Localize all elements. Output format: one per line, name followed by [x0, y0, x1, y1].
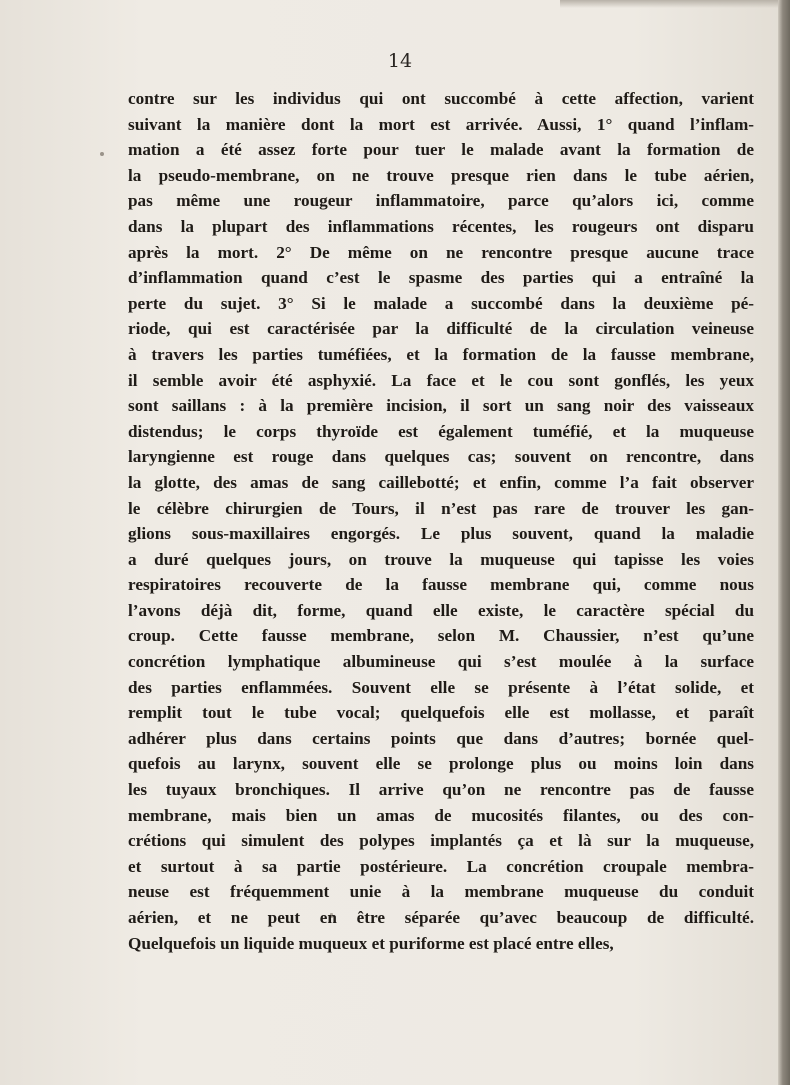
text-line: quefois au larynx, souvent elle se prolonge plus ou moins loin dans — [128, 754, 754, 774]
text-line: les tuyaux bronchiques. Il arrive qu’on ne rencontre pas de fausse — [128, 780, 754, 800]
text-line: après la mort. 2° De même on ne rencontre presque aucune trace — [128, 242, 754, 262]
text-line: a duré quelques jours, on trouve la muqueuse qui tapisse les voies — [128, 549, 754, 569]
text-line: perte du sujet. 3° Si le malade a succombé dans la deuxième pé- — [128, 293, 754, 313]
text-line: adhérer plus dans certains points que dans d’autres; bornée quel- — [128, 728, 754, 748]
page-top-shadow — [560, 0, 790, 8]
text-line: remplit tout le tube vocal; quelquefois elle est mollasse, et paraît — [128, 703, 754, 723]
text-line: la pseudo-membrane, on ne trouve presque rien dans le tube aérien, — [128, 165, 754, 185]
text-line: la glotte, des amas de sang caillebotté; et enfin, comme l’a fait observer — [128, 472, 754, 492]
text-line: et surtout à sa partie postérieure. La concrétion croupale membra- — [128, 856, 754, 876]
text-line: respiratoires recouverte de la fausse membrane qui, comme nous — [128, 575, 754, 595]
text-line: il semble avoir été asphyxié. La face et le cou sont gonflés, les yeux — [128, 370, 754, 390]
text-line: croup. Cette fausse membrane, selon M. Chaussier, n’est qu’une — [128, 626, 754, 646]
text-line: neuse est fréquemment unie à la membrane muqueuse du conduit — [128, 882, 754, 902]
text-line: aérien, et ne peut en être séparée qu’avec beaucoup de difficulté. — [128, 908, 754, 927]
page-binding-edge — [778, 0, 790, 1085]
text-line: laryngienne est rouge dans quelques cas; souvent on rencontre, dans — [128, 447, 754, 467]
text-line: suivant la manière dont la mort est arrivée. Aussi, 1° quand l’inflam- — [128, 114, 754, 134]
text-line: d’inflammation quand c’est le spasme des parties qui a entraîné la — [128, 268, 754, 288]
text-line: dans la plupart des inflammations récentes, les rougeurs ont disparu — [128, 216, 754, 236]
text-line: crétions qui simulent des polypes implantés ça et là sur la muqueuse, — [128, 831, 754, 851]
text-line: concrétion lymphatique albumineuse qui s’est moulée à la surface — [128, 652, 754, 672]
text-line: des parties enflammées. Souvent elle se présente à l’état solide, et — [128, 677, 754, 697]
text-line: membrane, mais bien un amas de mucosités filantes, ou des con- — [128, 805, 754, 825]
margin-speck — [100, 152, 104, 156]
page-number: 14 — [387, 50, 413, 72]
text-line: contre sur les individus qui ont succombé à cette affection, varient — [128, 89, 754, 108]
text-line: le célèbre chirurgien de Tours, il n’est pas rare de trouver les gan- — [128, 498, 754, 518]
body-text — [128, 86, 754, 956]
text-line: riode, qui est caractérisée par la difficulté de la circulation veineuse — [128, 319, 754, 339]
text-line: distendus; le corps thyroïde est également tuméfié, et la muqueuse — [128, 421, 754, 441]
text-line: Quelquefois un liquide muqueux et puriforme est placé entre elles, — [128, 933, 614, 953]
text-line: glions sous-maxillaires engorgés. Le plus souvent, quand la maladie — [128, 524, 754, 544]
text-line: à travers les parties tuméfiées, et la formation de la fausse membrane, — [128, 344, 754, 364]
text-line: mation a été assez forte pour tuer le malade avant la formation de — [128, 140, 754, 160]
text-line: l’avons déjà dit, forme, quand elle existe, le caractère spécial du — [128, 600, 754, 620]
text-line: sont saillans : à la première incision, il sort un sang noir des vaisseaux — [128, 396, 754, 416]
text-line: pas même une rougeur inflammatoire, parce qu’alors ici, comme — [128, 191, 754, 211]
